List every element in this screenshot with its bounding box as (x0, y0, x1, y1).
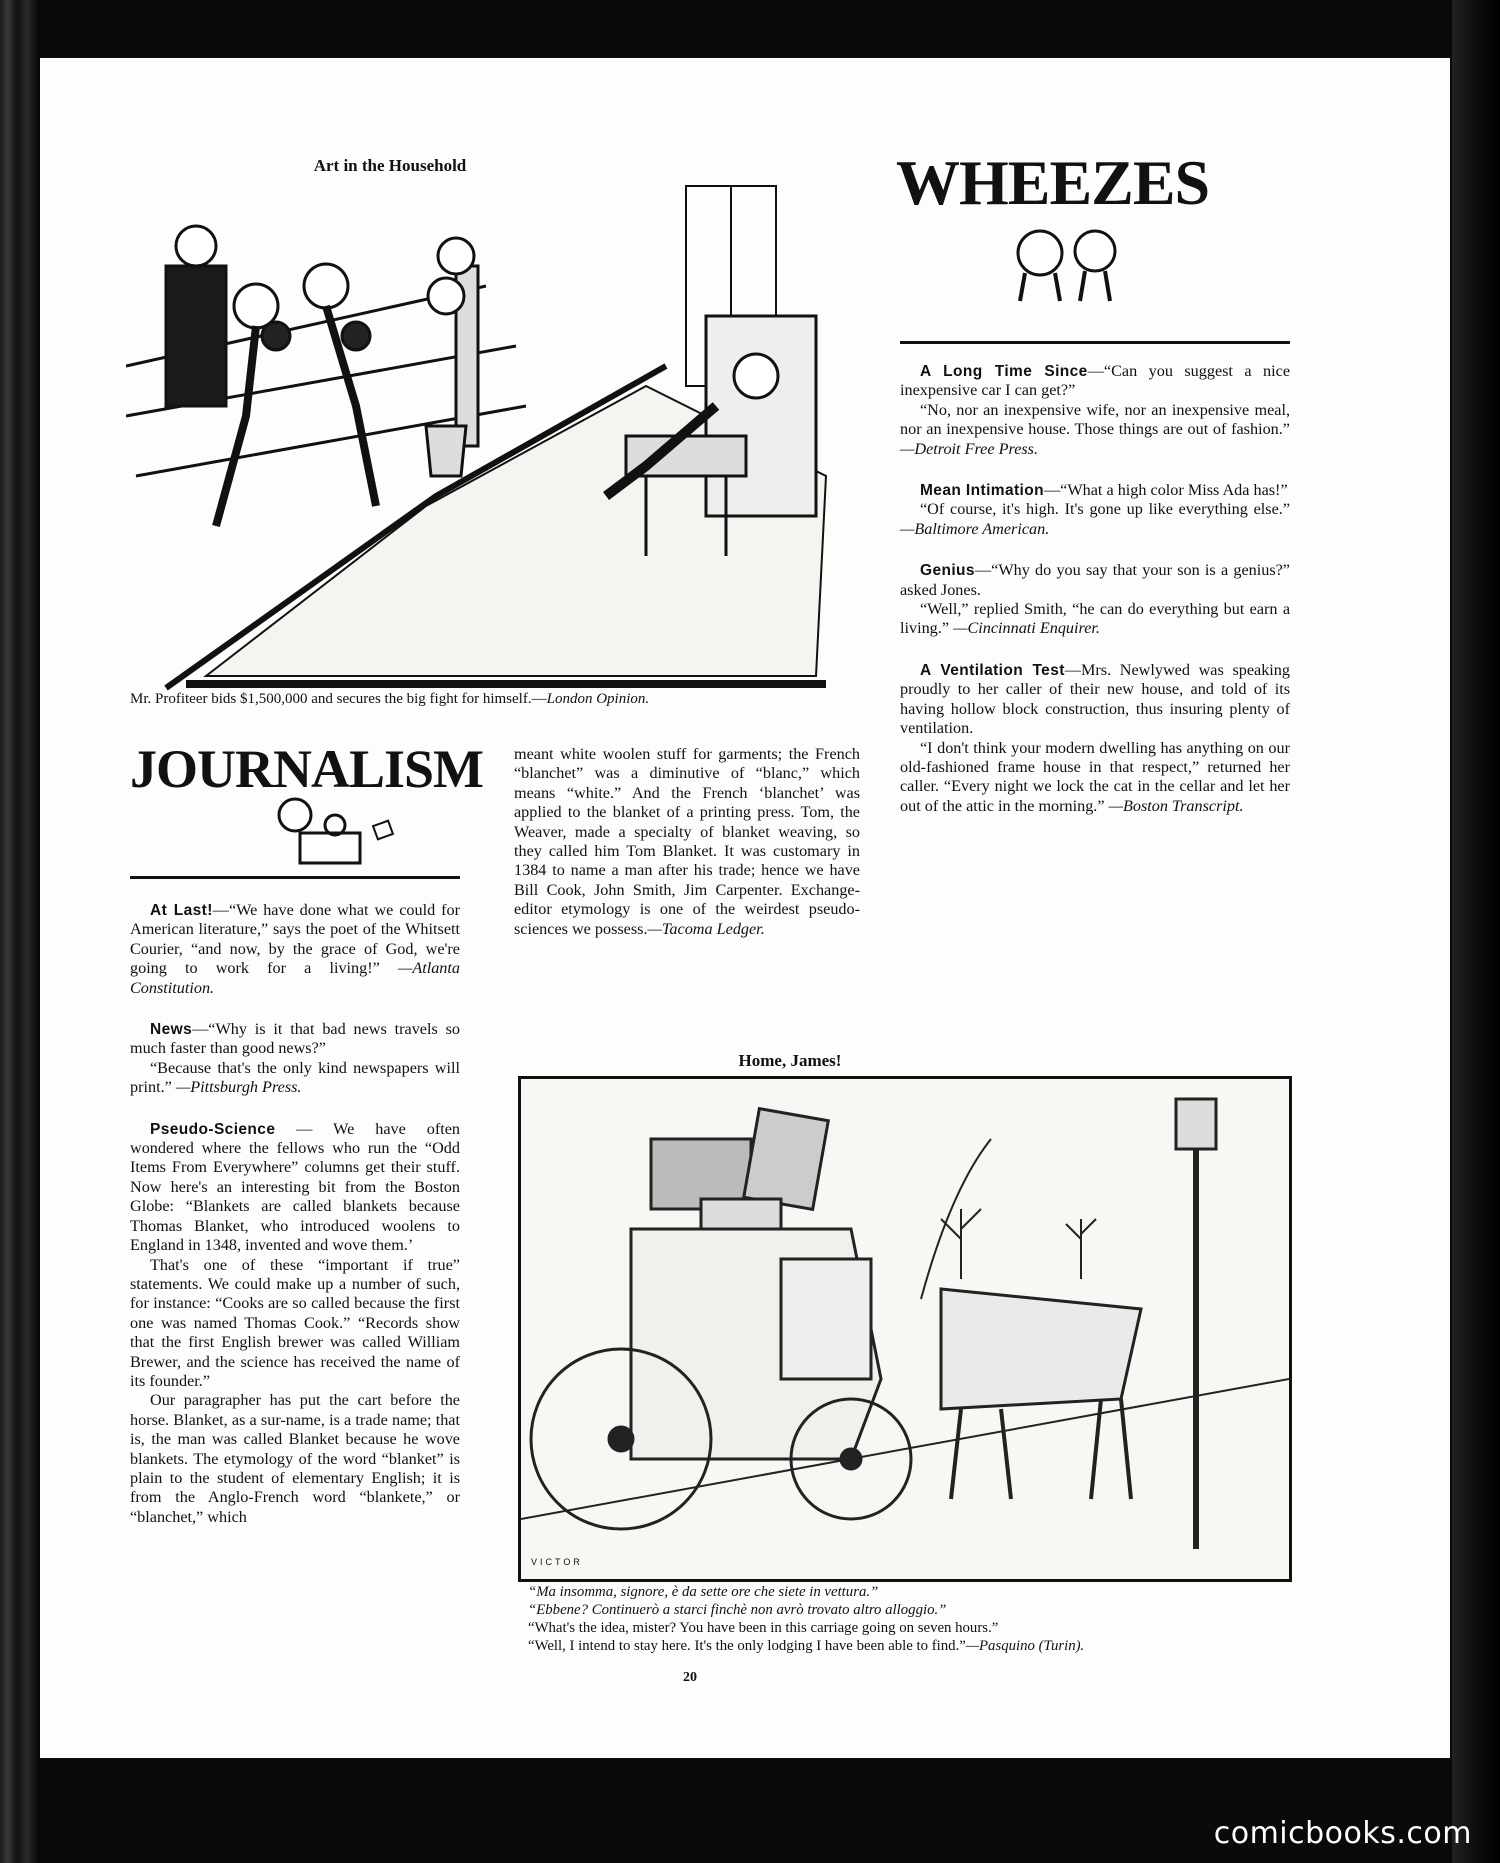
item-pseudo-science-p3: Our paragrapher has put the cart before the horse. Blanket, as a sur-name, is a trade name; that is, the man was called Blanket because he wove blankets. The etymology of the word “blanket” is plain to the student of elementary English; it is from the Anglo-French word “blankete,” or “blanchet,” which (130, 1391, 460, 1526)
item-news (130, 1020, 460, 1059)
site-watermark: comicbooks.com (1213, 1816, 1472, 1851)
body: — We have often wondered where the fellows who run the “Odd Items From Everywhere” columns get their stuff. Now here's an interesting bit from the Boston Globe: “Blankets are called blankets because Thomas Blanket, who introduced woolens to England in 1348, invented and wove them.’ (130, 1119, 460, 1255)
caption-english-1: “What's the idea, mister? You have been in this carriage going on seven hours.” (528, 1620, 999, 1636)
carriage-cartoon-frame (518, 1076, 1292, 1582)
caption-source: —Pasquino (Turin). (965, 1638, 1085, 1654)
body: “Of course, it's high. It's gone up like everything else.” (920, 500, 1290, 519)
headline: News (150, 1021, 193, 1039)
caption-text: Mr. Profiteer bids $1,500,000 and secures the big fight for himself. (130, 691, 532, 707)
caption-italian-1: “Ma insomma, signore, è da sette ore che siete in vettura.” (528, 1584, 879, 1600)
headline: Pseudo-Science (150, 1120, 276, 1138)
source: —Boston Transcript. (1108, 796, 1244, 815)
page-number: 20 (683, 1670, 697, 1685)
boxing-cartoon-illustration (126, 176, 906, 694)
headline: Mean Intimation (920, 482, 1044, 500)
caption-source: London Opinion. (546, 691, 650, 707)
cartoon-caption-profiteer: Mr. Profiteer bids $1,500,000 and secures the big fight for himself.—London Opinion. (130, 691, 650, 707)
item-pseudo-science (130, 1120, 460, 1256)
journalism-rule (130, 876, 460, 879)
source: —Atlanta Constitution. (130, 959, 460, 997)
source: —Detroit Free Press. (900, 439, 1039, 458)
wheeze-ventilation-test-reply (900, 739, 1290, 817)
body: —Mrs. Newlywed was speaking proudly to her caller of their new house, and told of its having hollow block construction, thus insuring plenty of ventilation. (900, 660, 1290, 738)
item-news-reply (130, 1059, 460, 1098)
journalism-column-1 (130, 901, 460, 1527)
body: —“We have done what we could for American literature,” says the poet of the Whitsett Courier, “and now, by the grace of God, we're going to work for a living!” (130, 901, 460, 978)
source: —Cincinnati Enquirer. (953, 619, 1100, 638)
body: “Well,” replied Smith, “he can do everything but earn a living.” (900, 600, 1290, 638)
journalism-banner: JOURNALISM (130, 739, 484, 799)
wheezes-mascots-icon (1000, 213, 1150, 303)
item-pseudo-science-p2: That's one of these “important if true” statements. We could make up a number of such, for instance: “Cooks are so called because the first one was named Thomas Cook.” “Records show that the first English brewer was called William Brewer, and the science has received the name of its founder.” (130, 1255, 460, 1390)
wheeze-genius-reply (900, 600, 1290, 639)
item-pseudo-science-p4 (514, 745, 860, 939)
source: —Baltimore American. (900, 519, 1050, 538)
artist-signature: VICTOR (531, 1557, 583, 1567)
body: —“What a high color Miss Ada has!” (1043, 481, 1288, 500)
headline: At Last! (150, 902, 213, 919)
cartoon-title-art-household: Art in the Household (313, 156, 467, 175)
headline: A Long Time Since (920, 363, 1088, 380)
body: “No, nor an inexpensive wife, nor an inexpensive meal, nor an inexpensive house. Those things are out of fashion.” (900, 400, 1290, 439)
caption-text: “Well, I intend to stay here. It's the only lodging I have been able to find.” (528, 1638, 966, 1654)
body: —“Why do you say that your son is a genius?” asked Jones. (900, 561, 1290, 599)
item-at-last (130, 901, 460, 998)
carriage-cartoon-illustration (521, 1079, 1289, 1579)
body: —“Why is it that bad news travels so much faster than good news?” (130, 1020, 460, 1058)
scan-right-edge (1452, 0, 1500, 1863)
wheeze-long-time-since-reply (900, 401, 1290, 459)
source: —Pittsburgh Press. (175, 1078, 302, 1097)
wheeze-genius (900, 561, 1290, 600)
caption-italian-2: “Ebbene? Continuerò a starci finchè non avrò trovato altro alloggio.” (528, 1602, 947, 1618)
caption-english-2 (518, 1637, 1308, 1655)
wheezes-column (900, 362, 1290, 838)
wheeze-ventilation-test (900, 661, 1290, 739)
wheeze-long-time-since (900, 362, 1290, 401)
wheeze-mean-intimation (900, 481, 1290, 500)
wheezes-banner: WHEEZES (896, 147, 1210, 218)
journalism-editor-icon (240, 793, 420, 873)
wheeze-mean-intimation-reply (900, 500, 1290, 539)
headline: A Ventilation Test (920, 661, 1065, 679)
scan-left-edge (0, 0, 38, 1863)
cartoon-title-home-james: Home, James! (738, 1051, 842, 1070)
body: “Because that's the only kind newspapers will print.” (130, 1058, 460, 1097)
magazine-page (40, 58, 1450, 1758)
body: —“Can you suggest a nice inexpensive car I can get?” (900, 362, 1291, 400)
source: —Tacoma Ledger. (647, 919, 765, 938)
body: “I don't think your modern dwelling has anything on our old-fashioned frame house in that respect,” returned her caller. “Every night we lock the cat in the cellar and let her out of the attic in the morning.” (900, 738, 1290, 815)
body: meant white woolen stuff for garments; the French “blanchet” was a diminutive of “blanc,” which means “white.” And the French ‘blanchet’ was applied to the blanket of a printing press. Tom, the Weaver, made a specialty of blanket weaving, so they called him Tom Blanket. It was customary in 1384 to name a man after his trade; hence we have Bill Cook, John Smith, Jim Carpenter. Exchange-editor etymology is one of the weirdest pseudo-sciences we possess. (514, 745, 860, 938)
headline: Genius (920, 562, 975, 580)
journalism-column-2 (514, 745, 860, 939)
cartoon-caption-home-james (518, 1583, 1308, 1655)
wheezes-rule (900, 341, 1290, 344)
